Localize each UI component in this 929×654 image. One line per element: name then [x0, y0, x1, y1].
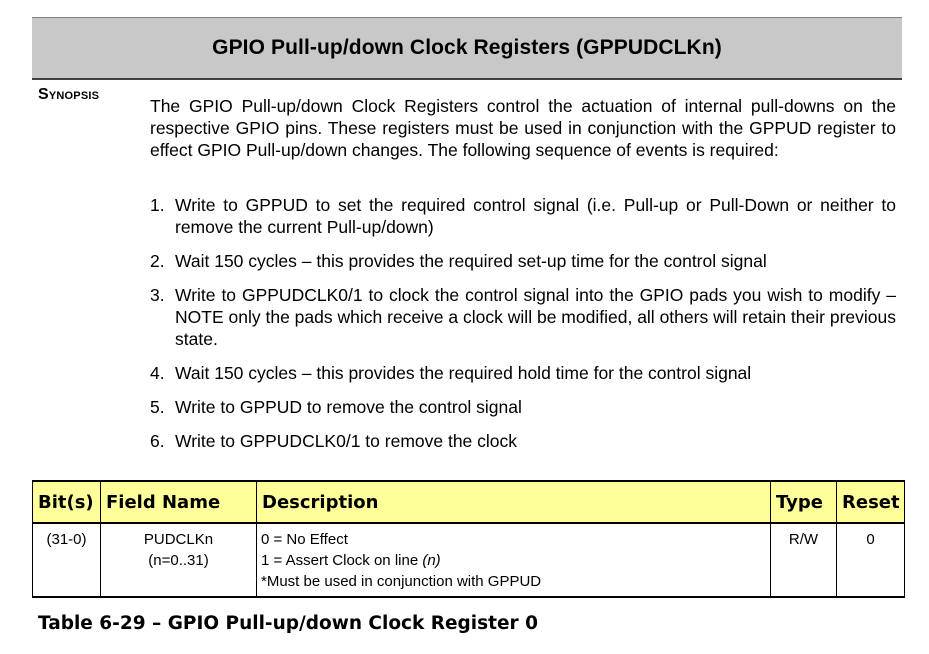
sequence-step	[150, 362, 896, 384]
desc-line-note: *Must be used in conjunction with GPPUD	[261, 573, 542, 590]
step-number: 6.	[150, 431, 165, 451]
section-title-bar	[32, 17, 902, 80]
desc-assert-text: 1 = Assert Clock on line	[261, 552, 419, 569]
header-description: Description	[257, 481, 771, 523]
sequence-step	[150, 284, 896, 350]
cell-reset: 0	[837, 523, 905, 597]
step-text: Wait 150 cycles – this provides the required hold time for the control signal	[175, 363, 752, 383]
sequence-list	[150, 194, 896, 464]
step-number: 2.	[150, 251, 165, 271]
register-table	[32, 480, 905, 598]
field-range: (n=0..31)	[148, 552, 209, 569]
synopsis-label: Synopsis	[38, 86, 100, 103]
cell-type: R/W	[771, 523, 837, 597]
header-field-name: Field Name	[101, 481, 257, 523]
cell-bits: (31-0)	[33, 523, 101, 597]
cell-description	[257, 523, 771, 597]
step-number: 5.	[150, 397, 165, 417]
step-number: 4.	[150, 363, 165, 383]
sequence-step	[150, 250, 896, 272]
table-caption: Table 6-29 – GPIO Pull-up/down Clock Register 0	[38, 613, 538, 634]
desc-assert-n: (n)	[422, 552, 441, 569]
synopsis-paragraph: The GPIO Pull-up/down Clock Registers control the actuation of internal pull-downs on the respective GPIO pins. These registers must be used in conjunction with the GPPUD register to effect GPIO Pull-up/down changes. The following sequence of events is required:	[150, 96, 896, 160]
header-bits: Bit(s)	[33, 481, 101, 523]
desc-line-no-effect: 0 = No Effect	[261, 531, 348, 548]
table-header-row	[33, 481, 905, 523]
cell-field-name	[101, 523, 257, 597]
section-title: GPIO Pull-up/down Clock Registers (GPPUDCLKn)	[212, 36, 722, 59]
step-number: 3.	[150, 285, 165, 305]
sequence-step	[150, 430, 896, 452]
sequence-step	[150, 396, 896, 418]
step-number: 1.	[150, 195, 165, 215]
step-text: Write to GPPUD to set the required control signal (i.e. Pull-up or Pull-Down or neither to remove the current Pull-up/down)	[175, 195, 896, 237]
sequence-step	[150, 194, 896, 238]
step-text: Write to GPPUDCLK0/1 to clock the control signal into the GPIO pads you wish to modify – NOTE only the pads which receive a clock will be modified, all others will retain their previous state.	[175, 285, 896, 349]
header-type: Type	[771, 481, 837, 523]
desc-line-assert	[261, 550, 766, 571]
header-reset: Reset	[837, 481, 905, 523]
step-text: Wait 150 cycles – this provides the required set-up time for the control signal	[175, 251, 767, 271]
step-text: Write to GPPUDCLK0/1 to remove the clock	[175, 431, 518, 451]
step-text: Write to GPPUD to remove the control signal	[175, 397, 522, 417]
field-name: PUDCLKn	[143, 531, 214, 548]
table-row	[33, 523, 905, 597]
